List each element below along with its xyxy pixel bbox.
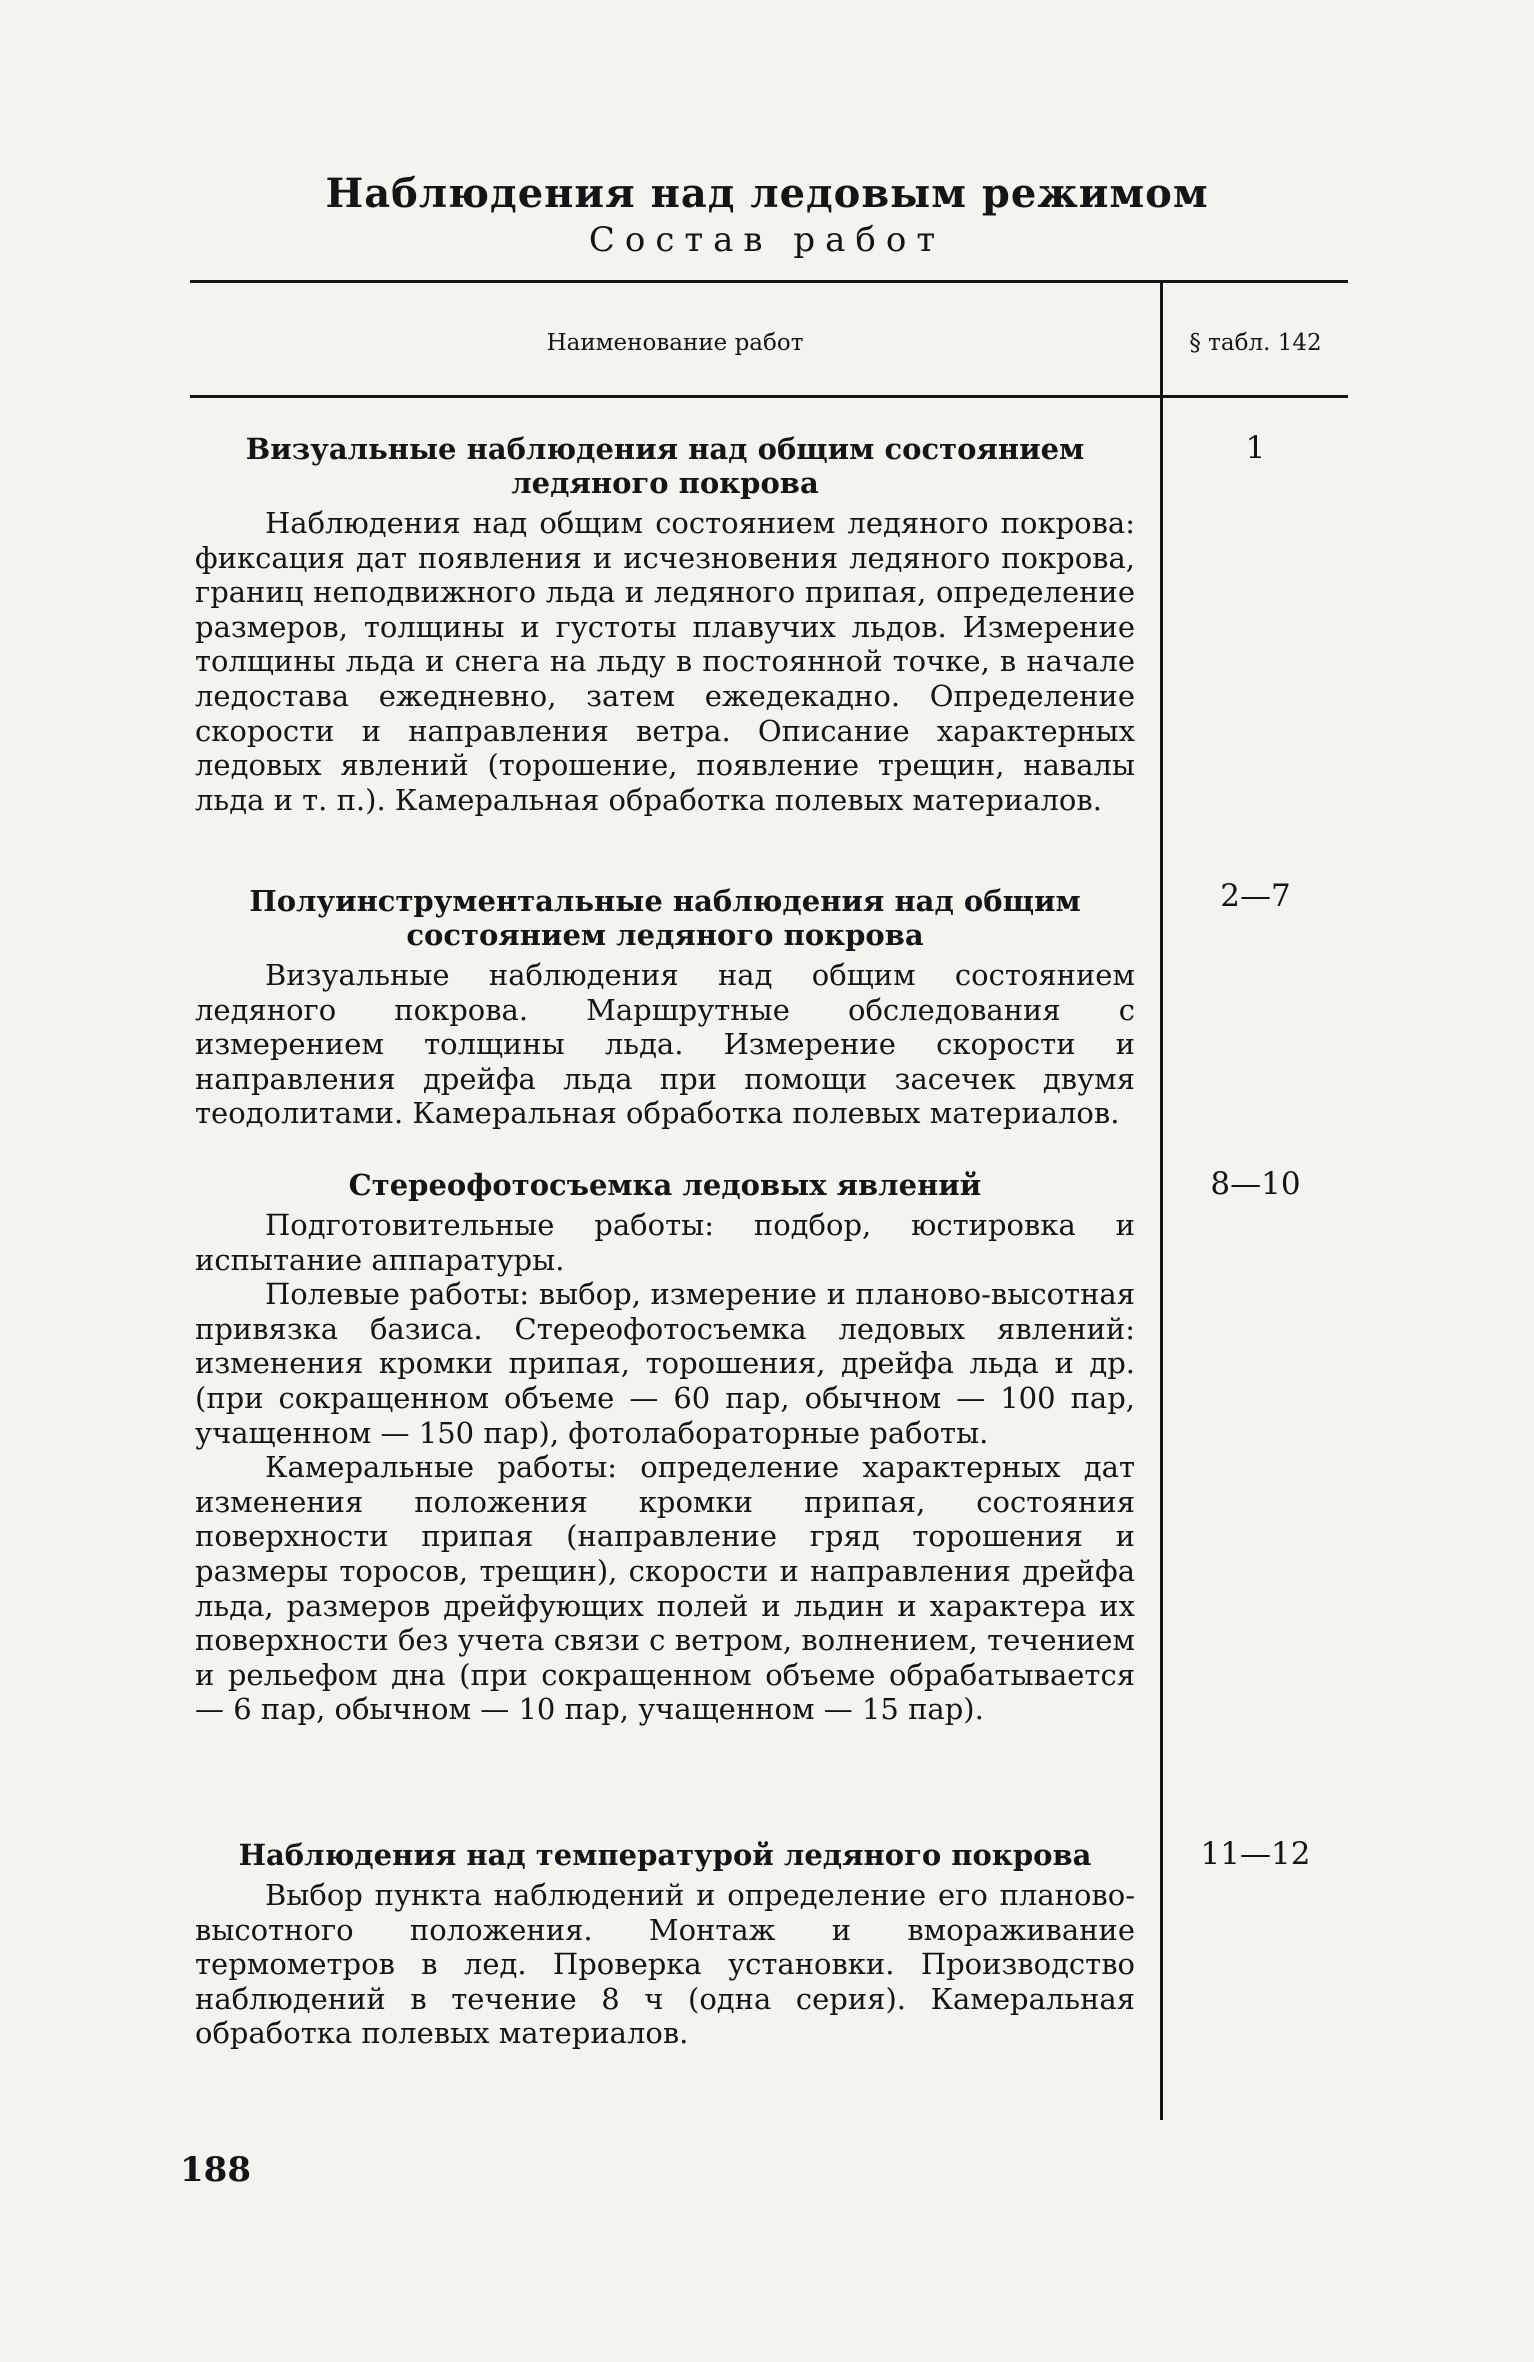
section-title: Полуинструментальные наблюдения над общим состоянием ледяного покрова [249, 884, 1081, 952]
table-row [195, 432, 1135, 817]
table-header-rule [190, 395, 1348, 398]
page-number: 188 [180, 2150, 251, 2190]
table-row [195, 1838, 1135, 2051]
section-text: Камеральные работы: определение характерных дат изменения положения кромки припая, состояния поверхности припая (направление гряд торошения и размеры торосов, трещин), скорости и направления дрейфа льда, размеров дрейфующих полей и льдин и характера их поверхности без учета связи с ветром, волнением, течением и рельефом дна (при сокращенном объеме обрабатывается — 6 пар, обычном — 10 пар, учащенном — 15 пар). [195, 1450, 1135, 1727]
section-text: Полевые работы: выбор, измерение и планово-высотная привязка базиса. Стереофотосъемка ледовых явлений: изменения кромки припая, торошения, дрейфа льда и др. (при сокращенном объеме — 60 пар, обычном — 100 пар, учащенном — 150 пар), фотолабораторные работы. [195, 1277, 1135, 1450]
section-title: Стереофотосъемка ледовых явлений [348, 1168, 982, 1202]
table-row [195, 884, 1135, 1131]
section-text: Выбор пункта наблюдений и определение его планово-высотного положения. Монтаж и вмораживание термометров в лед. Проверка установки. Производство наблюдений в течение 8 ч (одна серия). Камеральная обработка полевых материалов. [195, 1878, 1135, 2051]
section-text: Наблюдения над общим состоянием ледяного покрова: фиксация дат появления и исчезновения ледяного покрова, границ неподвижного льда и ледяного припая, определение размеров, толщины и густоты плавучих льдов. Измерение толщины льда и снега на льду в постоянной точке, в начале ледостава ежедневно, затем ежедекадно. Определение скорости и направления ветра. Описание характерных ледовых явлений (торошение, появление трещин, навалы льда и т. п.). Камеральная обработка полевых материалов. [195, 506, 1135, 817]
section-ref: 8—10 [1210, 1166, 1301, 1202]
table-row [195, 1168, 1135, 1727]
table-top-rule [190, 280, 1348, 283]
column-header-name: Наименование работ [546, 330, 804, 356]
section-text: Подготовительные работы: подбор, юстировка и испытание аппаратуры. [195, 1208, 1135, 1277]
column-header-ref: § табл. 142 [1189, 330, 1322, 356]
section-ref: 1 [1245, 430, 1266, 466]
section-title: Визуальные наблюдения над общим состоянием ледяного покрова [245, 432, 1085, 500]
section-text: Визуальные наблюдения над общим состоянием ледяного покрова. Маршрутные обследования с измерением толщины льда. Измерение скорости и направления дрейфа льда при помощи засечек двумя теодолитами. Камеральная обработка полевых материалов. [195, 958, 1135, 1131]
section-title: Наблюдения над температурой ледяного покрова [238, 1838, 1092, 1872]
section-ref: 2—7 [1220, 878, 1291, 914]
page-subtitle: Состав работ [588, 220, 946, 260]
page-title: Наблюдения над ледовым режимом [325, 170, 1209, 217]
section-ref: 11—12 [1200, 1836, 1311, 1872]
